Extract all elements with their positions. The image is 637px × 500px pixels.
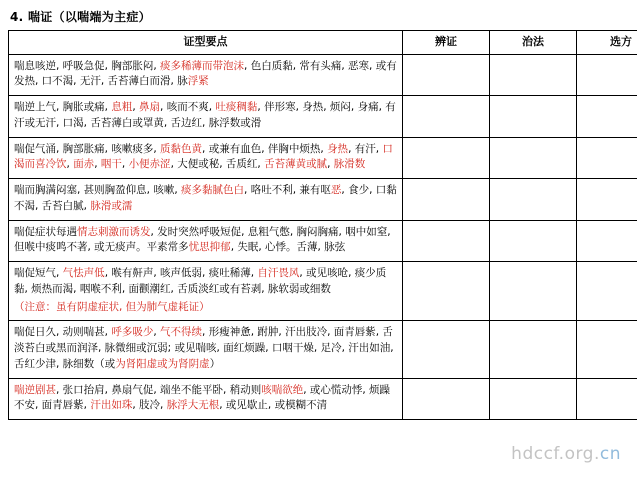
cell-xuanfang[interactable] [577, 220, 637, 262]
cell-zhengxing [9, 96, 403, 138]
emphasis-text: 咽干 [100, 158, 122, 171]
emphasis-text: 面赤 [73, 158, 95, 171]
cell-zhengxing [9, 220, 403, 262]
emphasis-text: 甚 [45, 383, 56, 396]
body-text: , 大便或秘, 舌质红, [170, 158, 265, 171]
body-text: , 色白质黏, 常有头痛, 恶寒, 或有发热, 口不渴, 无汗, 舌苔薄白而滑, 脉 [14, 59, 397, 88]
body-text: , [132, 101, 140, 113]
body-text: , 喉有鼾声, 咳声低弱, 痰吐稀薄, [104, 267, 258, 279]
emphasis-text: 脉滑或濡 [90, 199, 133, 212]
emphasis-text: 吐痰稠黏 [215, 101, 258, 113]
cell-zhengxing [9, 179, 403, 221]
emphasis-text: 呼多吸少 [111, 326, 154, 339]
emphasis-text: 质黏色黄 [160, 142, 203, 155]
column-header-xuanfang: 选方 [577, 31, 637, 55]
cell-bianzheng[interactable] [403, 321, 490, 378]
cell-xuanfang[interactable] [577, 262, 637, 321]
cell-zhifa[interactable] [490, 220, 577, 262]
cell-zhengxing [9, 262, 403, 321]
emphasis-text: 为肾阳虚或为肾阴虚 [115, 357, 210, 370]
emphasis-text: 小便赤涩 [128, 158, 171, 171]
body-text: 喘促短气, [14, 267, 63, 279]
row-note: （注意：虽有阴虚症状, 但为肺气虚耗证） [14, 300, 210, 313]
body-text: , 食少, 口黏不渴, 舌苔白腻, [14, 184, 397, 212]
watermark-suffix: cn [599, 444, 621, 464]
cell-zhifa[interactable] [490, 54, 577, 96]
body-text: 喘促日久, 动则喘甚, [14, 326, 112, 339]
watermark-text: hdccf.org. [511, 444, 600, 464]
syndrome-table [8, 30, 637, 420]
table-row [9, 378, 637, 420]
body-text: , [327, 158, 334, 171]
body-text: 喘促症状每遇 [14, 225, 77, 238]
emphasis-text: 息粗 [111, 101, 133, 113]
column-header-bianzheng: 辨证 [403, 31, 490, 55]
table-body [9, 54, 637, 420]
column-header-zhengxing: 证型要点 [9, 31, 403, 55]
emphasis-text: 痰多黏腻色白 [181, 184, 245, 196]
body-text: 喘息咳逆, 呼吸急促, 胸部胀闷, [14, 59, 161, 72]
body-text: , 有汗, [348, 142, 383, 155]
body-text: , 失眠, 心悸。舌薄, 脉弦 [230, 241, 346, 254]
table-row [9, 137, 637, 179]
cell-xuanfang[interactable] [577, 96, 637, 138]
emphasis-text: 气不得续 [160, 326, 203, 339]
emphasis-text: 舌苔薄黄或腻 [264, 158, 328, 171]
emphasis-text: 脉滑数 [333, 158, 366, 171]
table-row [9, 179, 637, 221]
cell-xuanfang[interactable] [577, 378, 637, 420]
body-text: , [121, 158, 129, 171]
body-text: , 或兼有血色, 伴胸中烦热, [202, 142, 328, 155]
body-text: , 肢冷, [132, 399, 167, 412]
emphasis-text: 恶 [330, 184, 342, 196]
emphasis-text: 忧思抑郁 [188, 241, 231, 254]
emphasis-text: 气怯声低 [62, 267, 105, 279]
cell-xuanfang[interactable] [577, 179, 637, 221]
cell-bianzheng[interactable] [403, 54, 490, 96]
table-row [9, 54, 637, 96]
body-text: , 或见咳呛, 痰少质黏, 烦热而渴, 咽喉不利, 面颧潮红, 舌质淡红或有苔剥, 脉软弱或细数 [14, 267, 387, 295]
body-text: , [153, 326, 161, 339]
emphasis-text: 自汗畏风 [257, 267, 300, 279]
cell-zhifa[interactable] [490, 179, 577, 221]
cell-zhengxing [9, 137, 403, 179]
cell-zhifa[interactable] [490, 96, 577, 138]
body-text: , 或心慌动悸, 烦躁不安, 面青唇紫, [14, 383, 391, 412]
table-row [9, 96, 637, 138]
body-text: ） [209, 357, 221, 370]
table-row [9, 220, 637, 262]
body-text: , 伴形寒, 身热, 烦闷, 身痛, 有汗或无汗, 口渴, 舌苔薄白或罩黄, 舌边红, 脉浮数或滑 [14, 101, 396, 129]
cell-zhifa[interactable] [490, 378, 577, 420]
table-row [9, 321, 637, 378]
cell-zhengxing [9, 321, 403, 378]
emphasis-text: 咳喘欲绝 [261, 383, 304, 396]
watermark [511, 444, 621, 464]
cell-zhifa[interactable] [490, 262, 577, 321]
emphasis-text: 口渴而喜冷饮 [14, 142, 393, 171]
emphasis-text: 痰多稀薄而带泡沫 [160, 59, 245, 72]
body-text: 喘逆上气, 胸胀或痛, [14, 101, 112, 113]
cell-zhifa[interactable] [490, 321, 577, 378]
cell-zhengxing [9, 54, 403, 96]
emphasis-text: 身热 [327, 142, 349, 155]
body-text: , [94, 158, 101, 171]
emphasis-text: 喘逆剧 [14, 383, 46, 396]
emphasis-text: 鼻扇 [139, 101, 161, 113]
body-text: , 咳而不爽, [160, 101, 216, 113]
cell-bianzheng[interactable] [403, 179, 490, 221]
column-header-zhifa: 治法 [490, 31, 577, 55]
cell-bianzheng[interactable] [403, 378, 490, 420]
body-text: , 张口抬肩, 鼻扇气促, 端坐不能平卧, 稍动则 [56, 383, 262, 396]
cell-xuanfang[interactable] [577, 54, 637, 96]
emphasis-text: 浮紧 [187, 75, 209, 88]
body-text: , 咯吐不利, 兼有呕 [244, 184, 331, 196]
table-row [9, 262, 637, 321]
body-text: , 或见歇止, 或模糊不清 [219, 399, 328, 412]
emphasis-text: 脉浮大无根 [166, 399, 220, 412]
body-text: , 形瘦神惫, 跗肿, 汗出肢冷, 面青唇紫, 舌淡苔白或黑而润泽, 脉微细或沉弱; 或见喘咳, 面红烦躁, 口咽干燥, 足冷, 汗出如油, 舌红少津, 脉细数（或 [14, 326, 394, 370]
emphasis-text: 情志刺激而诱发 [77, 225, 151, 238]
body-text: , [66, 158, 74, 171]
cell-zhifa[interactable] [490, 137, 577, 179]
cell-xuanfang[interactable] [577, 137, 637, 179]
cell-xuanfang[interactable] [577, 321, 637, 378]
body-text: 喘促气涌, 胸部胀痛, 咳嗽痰多, [14, 142, 161, 155]
page-title: 4. 喘证（以喘端为主症） [10, 10, 151, 24]
body-text: 喘而胸满闷塞, 甚则胸盈仰息, 咳嗽, [14, 184, 182, 196]
body-text: , 发时突然呼吸短促, 息粗气憋, 胸闷胸痛, 咽中如窒, 但喉中痰鸣不著, 或无痰声。平素常多 [14, 225, 391, 254]
cell-bianzheng[interactable] [403, 137, 490, 179]
cell-bianzheng[interactable] [403, 220, 490, 262]
emphasis-text: 汗出如珠 [90, 399, 133, 412]
table-header-row [9, 31, 637, 55]
cell-zhengxing [9, 378, 403, 420]
cell-bianzheng[interactable] [403, 262, 490, 321]
cell-bianzheng[interactable] [403, 96, 490, 138]
